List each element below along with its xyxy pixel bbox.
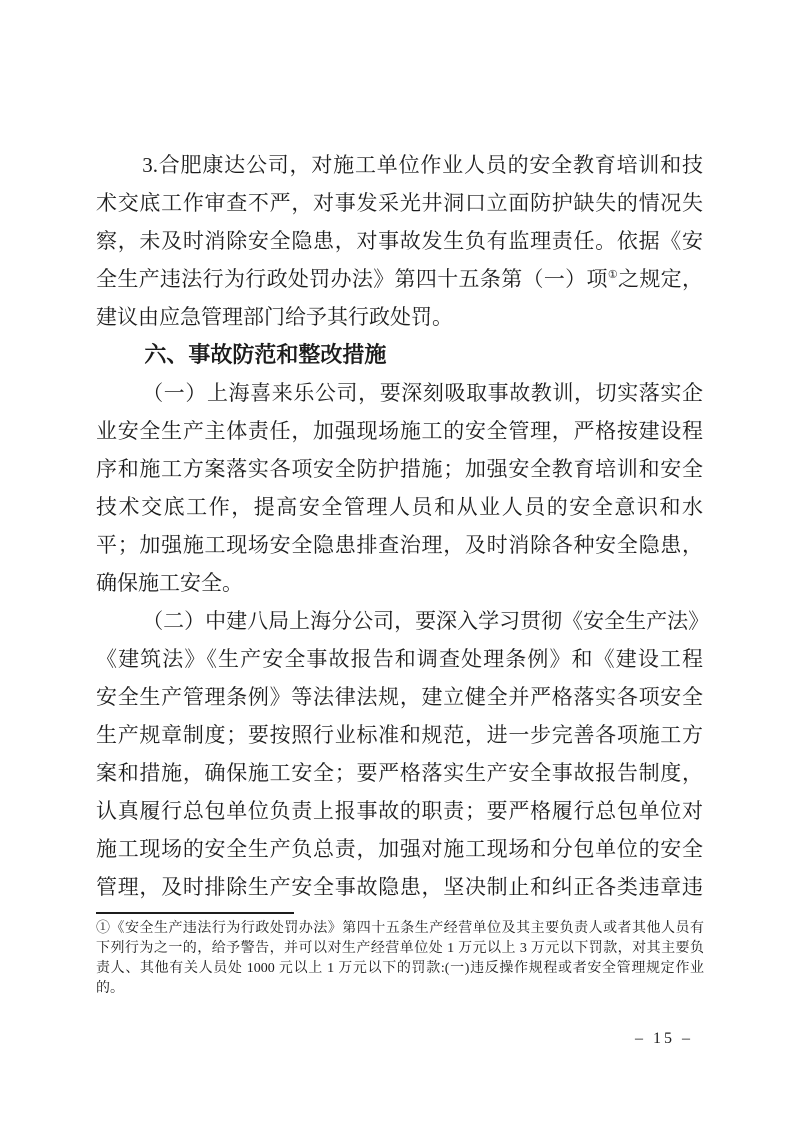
paragraph-line: 案和措施，确保施工安全；要严格落实生产安全事故报告制度， [96, 761, 703, 785]
footnote-line: 的。 [96, 981, 124, 996]
footnote-line: ①《安全生产违法行为行政处罚办法》第四十五条生产经营单位及其主要负责人或者其他人员有 [96, 921, 704, 936]
line-text: 之规定， [618, 267, 703, 291]
footnote-separator [96, 912, 294, 914]
paragraph-line: 确保施工安全。 [96, 571, 243, 595]
paragraph-line: 施工现场的安全生产负总责，加强对施工现场和分包单位的安全 [96, 837, 703, 861]
footnote-line: 下列行为之一的，给予警告，并可以对生产经营单位处 1 万元以上 3 万元以下罚款，对其主要负 [96, 941, 704, 956]
paragraph-line: 生产规章制度；要按照行业标准和规范，进一步完善各项施工方 [96, 723, 703, 747]
paragraph-line-with-footnote-ref [96, 260, 703, 298]
paragraph-line: 认真履行总包单位负责上报事故的职责；要严格履行总包单位对 [96, 799, 703, 823]
paragraph-line: 安全生产管理条例》等法律法规，建立健全并严格落实各项安全 [96, 685, 703, 709]
paragraph-line: 察，未及时消除安全隐患，对事故发生负有监理责任。依据《安 [96, 229, 703, 253]
section-heading: 六、事故防范和整改措施 [144, 342, 387, 367]
paragraph-line: 管理，及时排除生产安全事故隐患，坚决制止和纠正各类违章违 [96, 875, 703, 899]
paragraph-line: 技术交底工作，提高安全管理人员和从业人员的安全意识和水 [96, 495, 703, 519]
paragraph-line: 术交底工作审查不严，对事发采光井洞口立面防护缺失的情况失 [96, 191, 703, 215]
footnote-ref-1: ① [607, 269, 619, 281]
paragraph-line: 业安全生产主体责任，加强现场施工的安全管理，严格按建设程 [96, 419, 703, 443]
paragraph-line: 平；加强施工现场安全隐患排查治理，及时消除各种安全隐患， [96, 533, 703, 557]
page-number: – 15 – [635, 1030, 693, 1047]
paragraph-line: 3.合肥康达公司，对施工单位作业人员的安全教育培训和技 [142, 153, 703, 177]
paragraph-line: （一）上海喜来乐公司，要深刻吸取事故教训，切实落实企 [142, 381, 703, 405]
paragraph-line: 序和施工方案落实各项安全防护措施；加强安全教育培训和安全 [96, 457, 703, 481]
footnote-block [96, 906, 704, 999]
paragraph-line: 《建筑法》《生产安全事故报告和调查处理条例》和《建设工程 [96, 647, 703, 671]
footnote-line: 责人、其他有关人员处 1000 元以上 1 万元以下的罚款:(一)违反操作规程或者安全管理规定作业 [96, 961, 704, 976]
line-text: 全生产违法行为行政处罚办法》第四十五条第（一）项 [96, 267, 608, 291]
report-body [96, 146, 710, 906]
paragraph-line: 建议由应急管理部门给予其行政处罚。 [96, 305, 453, 329]
paragraph-line: （二）中建八局上海分公司，要深入学习贯彻《安全生产法》 [142, 609, 710, 633]
